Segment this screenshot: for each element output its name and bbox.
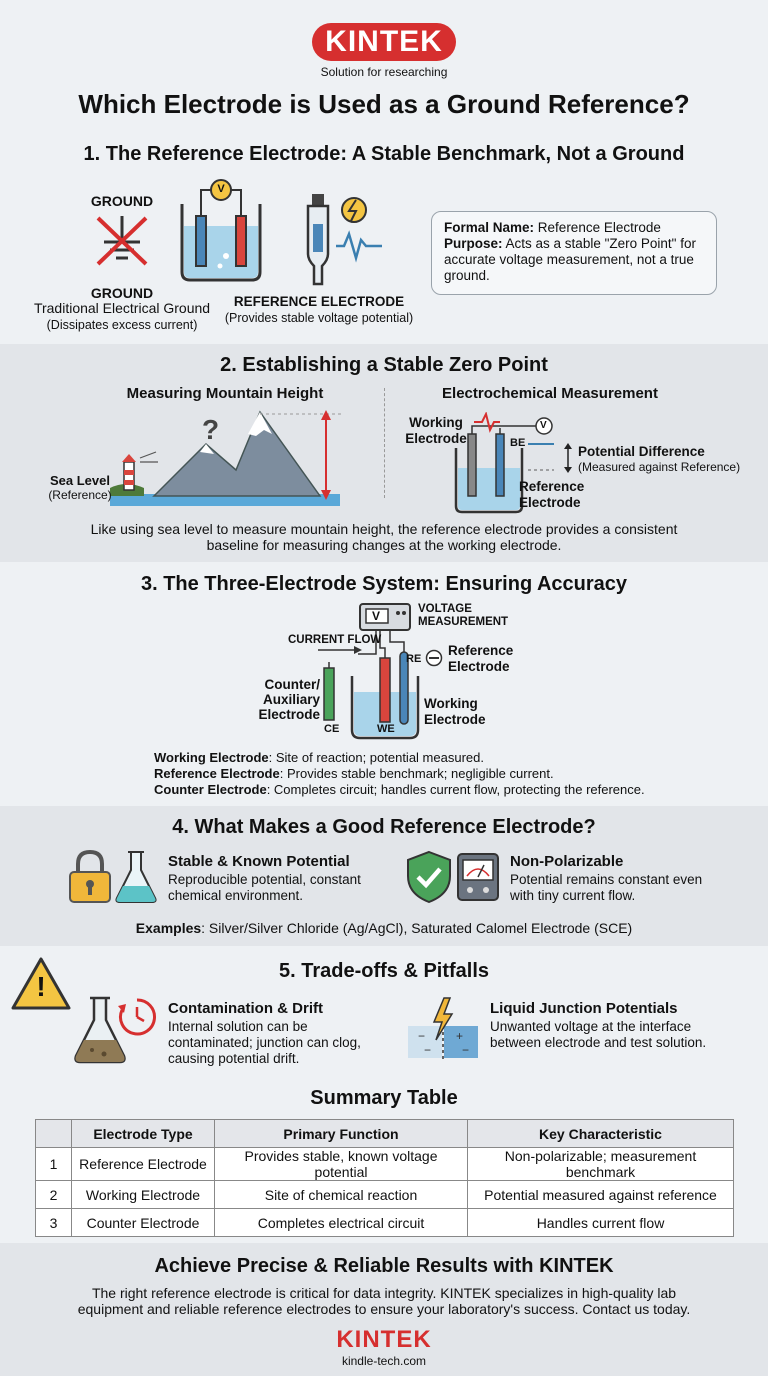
working-electrode-3-label: Working Electrode <box>424 696 486 727</box>
table-cell: 2 <box>36 1181 72 1209</box>
reference-electrode-icon <box>300 194 386 288</box>
role-line-reference: Reference Electrode: Provides stable benchmark; negligible current. <box>154 766 554 781</box>
summary-table <box>35 1119 734 1237</box>
crossed-ground-icon <box>94 212 150 268</box>
ground-label: GROUND <box>90 193 154 209</box>
clock-drift-icon <box>116 996 158 1038</box>
table-cell: Counter Electrode <box>72 1209 215 1237</box>
potential-difference-sub: (Measured against Reference) <box>578 460 741 474</box>
table-cell: Site of chemical reaction <box>215 1181 468 1209</box>
feature-nonpolarizable-title: Non-Polarizable <box>510 853 624 870</box>
meter-symbol-small: V <box>540 420 547 431</box>
reference-electrode-3-label: Reference Electrode <box>448 643 514 674</box>
ground-caption: Traditional Electrical Ground <box>33 300 211 316</box>
table-cell: Handles current flow <box>468 1209 734 1237</box>
table-header-row <box>36 1120 734 1148</box>
svg-text:−: − <box>462 1043 470 1057</box>
electrochem-title: Electrochemical Measurement <box>442 385 658 402</box>
table-cell: 3 <box>36 1209 72 1237</box>
table-header <box>36 1120 72 1148</box>
counter-electrode-label: Counter/ Auxiliary Electrode <box>258 677 320 722</box>
section-5-heading: 5. Trade-offs & Pitfalls <box>278 960 490 982</box>
role-line-counter: Counter Electrode: Completes circuit; handles current flow, protecting the reference. <box>154 782 645 797</box>
ce-label: CE <box>324 723 340 735</box>
table-row <box>36 1209 734 1237</box>
table-header: Primary Function <box>215 1120 468 1148</box>
table-cell: Provides stable, known voltage potential <box>215 1148 468 1181</box>
table-cell: 1 <box>36 1148 72 1181</box>
table-cell: Reference Electrode <box>72 1148 215 1181</box>
brand-logo: KINTEK <box>312 23 456 61</box>
warning-symbol: ! <box>36 971 46 1002</box>
footer-brand: KINTEK <box>336 1326 432 1353</box>
mountain-illustration <box>110 404 350 508</box>
formal-name-value: Reference Electrode <box>537 220 661 235</box>
purpose-value: Acts as a stable "Zero Point" for accurate voltage measurement, not a true ground. <box>444 236 696 283</box>
reference-subcaption: (Provides stable voltage potential) <box>224 311 414 325</box>
pitfall-contamination-text: Internal solution can be contaminated; junction can clog, causing potential drift. <box>168 1019 361 1066</box>
mountain-title: Measuring Mountain Height <box>126 385 324 402</box>
section-3-heading: 3. The Three-Electrode System: Ensuring Accuracy <box>140 573 628 595</box>
footer-site-link[interactable]: kindle-tech.com <box>341 1354 427 1368</box>
junction-lightning-icon <box>406 996 482 1062</box>
voltage-measurement-label: VOLTAGE MEASUREMENT <box>418 603 509 628</box>
table-cell: Working Electrode <box>72 1181 215 1209</box>
pitfall-junction-title: Liquid Junction Potentials <box>490 1000 678 1017</box>
table-row <box>36 1181 734 1209</box>
section-4-heading: 4. What Makes a Good Reference Electrode? <box>172 816 596 838</box>
question-mark: ? <box>202 414 220 445</box>
purpose-label: Purpose: <box>444 236 503 251</box>
flask-icon <box>114 850 158 904</box>
section-2-heading: 2. Establishing a Stable Zero Point <box>220 354 548 376</box>
ground-label-2: GROUND <box>90 285 154 301</box>
feature-stable-text: Reproducible potential, constant chemical environment. <box>168 872 361 903</box>
footer-heading: Achieve Precise & Reliable Results with KINTEK <box>154 1255 614 1277</box>
sea-level-sub: (Reference) <box>48 488 112 502</box>
page-title: Which Electrode is Used as a Ground Reference? <box>78 89 690 119</box>
table-header: Key Characteristic <box>468 1120 734 1148</box>
section-2-divider <box>384 388 385 498</box>
meter-symbol-v3: V <box>372 609 381 623</box>
formal-name-label: Formal Name: <box>444 220 535 235</box>
table-row <box>36 1148 734 1181</box>
reference-caption: REFERENCE ELECTRODE <box>233 294 405 309</box>
summary-table-title: Summary Table <box>310 1087 458 1109</box>
potential-arrow-icon <box>562 443 574 473</box>
table-cell: Non-polarizable; measurement benchmark <box>468 1148 734 1181</box>
definition-box <box>431 211 717 295</box>
working-electrode-label: Working Electrode <box>405 415 467 446</box>
svg-text:−: − <box>424 1043 432 1057</box>
svg-text:−: − <box>418 1029 426 1043</box>
table-cell: Completes electrical circuit <box>215 1209 468 1237</box>
re-label: RE <box>406 653 422 665</box>
feature-nonpolarizable-text: Potential remains constant even with tiny current flow. <box>510 872 703 903</box>
reference-electrode-label: Reference Electrode <box>519 479 585 510</box>
gauge-icon <box>456 852 500 902</box>
current-flow-label: CURRENT FLOW <box>288 634 382 646</box>
sea-level-label: Sea Level <box>50 473 110 488</box>
be-label: BE <box>510 437 526 449</box>
three-electrode-diagram <box>318 602 428 742</box>
brand-tagline: Solution for researching <box>320 65 448 79</box>
pitfall-junction-text: Unwanted voltage at the interface between electrode and test solution. <box>490 1019 707 1050</box>
electrode-roles-list <box>154 750 674 798</box>
role-line-working: Working Electrode: Site of reaction; potential measured. <box>154 750 484 765</box>
voltmeter-symbol: V <box>217 183 225 195</box>
footer-text: The right reference electrode is critical for data integrity. KINTEK specializes in high-quality lab equipment and reliable reference electrodes to ensure your laboratory's success. Contact us today. <box>77 1285 691 1317</box>
feature-stable-title: Stable & Known Potential <box>168 853 350 870</box>
svg-text:+: + <box>456 1029 464 1043</box>
ground-subcaption: (Dissipates excess current) <box>46 318 198 332</box>
section-1-heading: 1. The Reference Electrode: A Stable Benchmark, Not a Ground <box>83 143 685 165</box>
examples-line: Examples: Silver/Silver Chloride (Ag/AgCl), Saturated Calomel Electrode (SCE) <box>135 920 633 936</box>
lock-icon <box>68 850 112 904</box>
shield-check-icon <box>406 850 452 904</box>
table-cell: Potential measured against reference <box>468 1181 734 1209</box>
table-header: Electrode Type <box>72 1120 215 1148</box>
pitfall-contamination-title: Contamination & Drift <box>168 1000 323 1017</box>
we-label: WE <box>377 723 395 735</box>
potential-difference-label: Potential Difference <box>578 444 705 459</box>
section-2-caption: Like using sea level to measure mountain height, the reference electrode provides a consistent baseline for measuring changes at the working electrode. <box>90 521 678 553</box>
reference-symbol-icon <box>425 649 443 667</box>
